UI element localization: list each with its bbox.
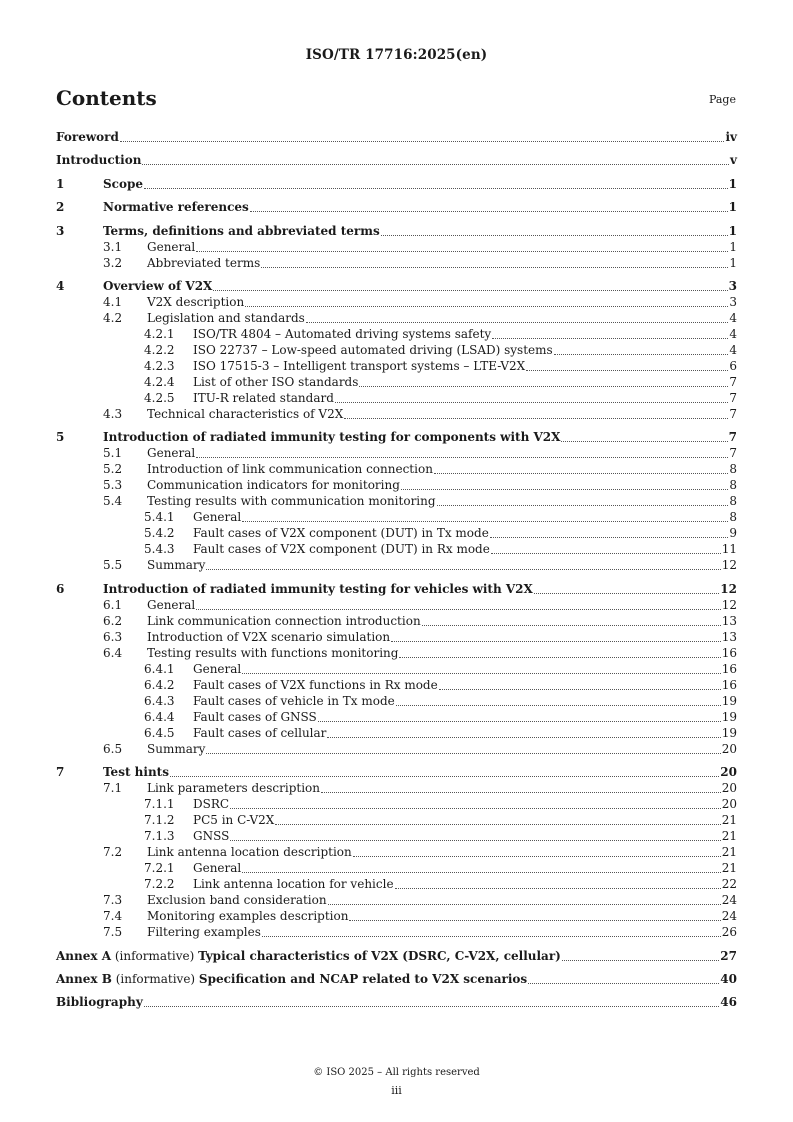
toc-entry-title: Link parameters description xyxy=(147,781,320,796)
dot-leader xyxy=(395,887,721,889)
toc-entry[interactable] xyxy=(56,828,737,844)
toc-entry-title: Exclusion band consideration xyxy=(147,893,327,908)
toc-entry[interactable] xyxy=(56,239,737,255)
dot-leader xyxy=(396,704,721,706)
toc-entry-title: Test hints xyxy=(103,765,169,780)
page-number: iii xyxy=(391,1084,402,1097)
toc-entry[interactable] xyxy=(56,310,737,326)
dot-leader xyxy=(492,337,728,339)
dot-leader xyxy=(275,823,720,825)
toc-entry[interactable] xyxy=(56,741,737,757)
toc-entry[interactable] xyxy=(56,557,737,573)
toc-entry-page: 19 xyxy=(721,725,737,740)
toc-entry[interactable] xyxy=(56,725,737,741)
toc-entry[interactable] xyxy=(56,908,737,924)
annex-title: Typical characteristics of V2X (DSRC, C-V2X, cellular) xyxy=(198,948,561,963)
toc-entry[interactable] xyxy=(56,525,737,541)
toc-entry-number: 7 xyxy=(56,765,65,780)
toc-entry[interactable] xyxy=(56,429,737,445)
dot-leader xyxy=(359,385,728,387)
toc-entry-number: 7.2.1 xyxy=(144,861,175,876)
toc-entry-page: 20 xyxy=(721,741,737,756)
toc-entry-page: 26 xyxy=(721,925,737,940)
toc-entry-page: 12 xyxy=(721,597,737,612)
dot-leader xyxy=(230,807,721,809)
dot-leader xyxy=(144,1005,720,1007)
toc-entry-title: Filtering examples xyxy=(147,925,261,940)
toc-entry-number: 5.4.2 xyxy=(144,526,175,541)
toc-entry[interactable] xyxy=(56,812,737,828)
toc-entry-number: 6.4.3 xyxy=(144,693,175,708)
toc-entry[interactable] xyxy=(56,255,737,271)
toc-entry-number: 6.4.4 xyxy=(144,709,175,724)
toc-entry-number: 5.4.3 xyxy=(144,542,175,557)
toc-entry-page: 8 xyxy=(729,510,737,525)
toc-entry-number: 6.4 xyxy=(103,645,123,660)
toc-entry-title: Link antenna location description xyxy=(147,845,352,860)
toc-entry-page: 4 xyxy=(729,342,737,357)
dot-leader xyxy=(206,568,720,570)
toc-entry-number: 7.1 xyxy=(103,781,123,796)
toc-entry-page: 4 xyxy=(729,326,737,341)
annex-type: (informative) xyxy=(111,971,199,986)
toc-entry-page: 13 xyxy=(721,613,737,628)
toc-entry-title: Testing results with functions monitoring xyxy=(147,645,399,660)
toc-entry-title: Summary xyxy=(147,558,206,573)
toc-entry-page: 1 xyxy=(728,200,737,215)
toc-entry-number: 6 xyxy=(56,581,65,596)
toc-entry-title: DSRC xyxy=(193,797,230,812)
toc-entry-number: 5.4 xyxy=(103,494,123,509)
toc-entry[interactable] xyxy=(56,406,737,422)
toc-entry[interactable] xyxy=(56,948,737,964)
toc-entry-page: 6 xyxy=(729,358,737,373)
toc-entry-title: General xyxy=(193,510,242,525)
toc-entry-title: Introduction of radiated immunity testing for components with V2X xyxy=(103,430,561,445)
toc-entry-title: General xyxy=(147,597,196,612)
toc-entry[interactable] xyxy=(56,645,737,661)
toc-entry-page: 3 xyxy=(728,278,737,293)
dot-leader xyxy=(144,187,728,189)
toc-entry-number: 5.5 xyxy=(103,558,123,573)
toc-entry-page: 1 xyxy=(729,255,737,270)
toc-entry-title: Normative references xyxy=(103,200,249,215)
toc-entry-number: 5.4.1 xyxy=(144,510,175,525)
toc-entry-title: General xyxy=(193,661,242,676)
dot-leader xyxy=(328,903,721,905)
toc-entry-title: ISO 17515-3 – Intelligent transport systems – LTE-V2X xyxy=(193,358,526,373)
toc-entry[interactable] xyxy=(56,581,737,597)
toc-entry-page: 1 xyxy=(728,223,737,238)
toc-entry-title: ISO 22737 – Low-speed automated driving (LSAD) systems xyxy=(193,342,553,357)
dot-leader xyxy=(142,163,729,165)
toc-entry-number: 2 xyxy=(56,200,65,215)
toc-entry[interactable] xyxy=(56,294,737,310)
table-of-contents xyxy=(56,129,737,1010)
dot-leader xyxy=(170,775,719,777)
toc-entry-page: 1 xyxy=(729,239,737,254)
toc-entry-title: Introduction of radiated immunity testing for vehicles with V2X xyxy=(103,581,533,596)
toc-entry-title: Testing results with communication monitoring xyxy=(147,494,436,509)
dot-leader xyxy=(391,640,721,642)
toc-entry-number: 4 xyxy=(56,278,65,293)
dot-leader xyxy=(491,552,721,554)
toc-entry-title: GNSS xyxy=(193,829,230,844)
toc-entry-number: 6.4.5 xyxy=(144,725,175,740)
dot-leader xyxy=(490,536,729,538)
dot-leader xyxy=(120,140,725,142)
page-column-label: Page xyxy=(708,93,736,106)
dot-leader xyxy=(242,672,720,674)
toc-entry-number: 3.2 xyxy=(103,255,123,270)
toc-entry-page: 21 xyxy=(721,813,737,828)
toc-entry-title: Link communication connection introduction xyxy=(147,613,421,628)
dot-leader xyxy=(349,919,720,921)
toc-entry-number: 4.2 xyxy=(103,310,123,325)
dot-leader xyxy=(206,752,720,754)
dot-leader xyxy=(321,791,721,793)
toc-entry-number: 4.2.4 xyxy=(144,374,175,389)
dot-leader xyxy=(528,982,719,984)
toc-entry[interactable] xyxy=(56,461,737,477)
toc-entry-number: 4.2.3 xyxy=(144,358,175,373)
toc-entry[interactable] xyxy=(56,613,737,629)
dot-leader xyxy=(250,210,728,212)
dot-leader xyxy=(344,417,728,419)
toc-entry-number: 6.1 xyxy=(103,597,123,612)
page-title: Contents xyxy=(56,86,157,110)
toc-entry-title: Fault cases of V2X functions in Rx mode xyxy=(193,677,438,692)
toc-entry-title: List of other ISO standards xyxy=(193,374,359,389)
toc-entry[interactable] xyxy=(56,176,737,192)
document-id: ISO/TR 17716:2025(en) xyxy=(305,47,488,63)
toc-entry-number: 6.5 xyxy=(103,741,123,756)
toc-entry[interactable] xyxy=(56,477,737,493)
toc-entry[interactable] xyxy=(56,152,737,168)
toc-entry-title: Introduction xyxy=(56,153,142,168)
toc-entry-page: 46 xyxy=(720,995,737,1010)
dot-leader xyxy=(245,305,728,307)
toc-entry[interactable] xyxy=(56,860,737,876)
toc-entry-page: 21 xyxy=(721,861,737,876)
dot-leader xyxy=(242,871,720,873)
toc-entry[interactable] xyxy=(56,796,737,812)
dot-leader xyxy=(327,736,720,738)
dot-leader xyxy=(561,440,727,442)
dot-leader xyxy=(434,472,728,474)
toc-entry-title: Communication indicators for monitoring xyxy=(147,478,400,493)
toc-entry[interactable] xyxy=(56,693,737,709)
toc-entry[interactable] xyxy=(56,661,737,677)
toc-entry-page: 22 xyxy=(721,877,737,892)
dot-leader xyxy=(422,624,721,626)
toc-entry-title: Introduction of V2X scenario simulation xyxy=(147,629,391,644)
toc-entry[interactable] xyxy=(56,509,737,525)
annex-type: (informative) xyxy=(111,948,199,963)
toc-entry-number: 7.2.2 xyxy=(144,877,175,892)
toc-entry-title: Terms, definitions and abbreviated terms xyxy=(103,223,380,238)
toc-entry-title: Link antenna location for vehicle xyxy=(193,877,394,892)
dot-leader xyxy=(196,456,728,458)
toc-entry[interactable] xyxy=(56,892,737,908)
toc-entry-title: Introduction of link communication connection xyxy=(147,462,433,477)
toc-entry-number: 5.3 xyxy=(103,478,123,493)
toc-entry[interactable] xyxy=(56,994,737,1010)
toc-entry[interactable] xyxy=(56,223,737,239)
toc-entry-number: 1 xyxy=(56,176,65,191)
annex-label: Annex A xyxy=(56,948,112,963)
toc-entry-number: 6.4.1 xyxy=(144,661,175,676)
annex-title: Specification and NCAP related to V2X scenarios xyxy=(198,971,528,986)
toc-entry-number: 4.2.2 xyxy=(144,342,175,357)
toc-entry-title: Fault cases of V2X component (DUT) in Tx mode xyxy=(193,526,489,541)
toc-entry-number: 7.3 xyxy=(103,893,123,908)
dot-leader xyxy=(381,234,728,236)
toc-entry-title: Foreword xyxy=(56,130,119,144)
toc-entry-page: 8 xyxy=(729,462,737,477)
toc-entry-page: 7 xyxy=(729,406,737,421)
toc-entry-page: 16 xyxy=(721,645,737,660)
dot-leader xyxy=(196,250,728,252)
toc-entry-number: 6.3 xyxy=(103,629,123,644)
toc-entry-page: 19 xyxy=(721,693,737,708)
toc-entry-title: Fault cases of GNSS xyxy=(193,709,317,724)
toc-entry-page: 7 xyxy=(728,430,737,445)
toc-entry-page: 16 xyxy=(721,661,737,676)
annex-label: Annex B xyxy=(56,971,112,986)
toc-entry-page: 21 xyxy=(721,829,737,844)
toc-entry-page: 8 xyxy=(729,494,737,509)
toc-entry-page: 7 xyxy=(729,446,737,461)
toc-entry-page: iv xyxy=(725,130,737,144)
toc-entry-page: 21 xyxy=(721,845,737,860)
toc-entry-page: 4 xyxy=(729,310,737,325)
toc-entry-number: 5.1 xyxy=(103,446,123,461)
toc-entry-number: 4.2.1 xyxy=(144,326,175,341)
dot-leader xyxy=(196,608,720,610)
toc-entry-title: Legislation and standards xyxy=(147,310,305,325)
dot-leader xyxy=(437,504,729,506)
toc-entry-number: 7.2 xyxy=(103,845,123,860)
toc-entry-page: 27 xyxy=(720,948,737,963)
dot-leader xyxy=(318,720,721,722)
toc-entry-title: Technical characteristics of V2X xyxy=(147,406,344,421)
toc-entry-page: 16 xyxy=(721,677,737,692)
toc-entry-number: 7.4 xyxy=(103,909,123,924)
toc-entry-number: 5.2 xyxy=(103,462,123,477)
toc-entry[interactable] xyxy=(56,374,737,390)
toc-entry[interactable] xyxy=(56,764,737,780)
dot-leader xyxy=(335,401,728,403)
toc-entry[interactable] xyxy=(56,629,737,645)
toc-entry-title: General xyxy=(193,861,242,876)
toc-entry-page: 1 xyxy=(728,176,737,191)
toc-entry-page: 8 xyxy=(729,478,737,493)
toc-entry-page: 20 xyxy=(721,797,737,812)
toc-entry[interactable] xyxy=(56,876,737,892)
toc-entry[interactable] xyxy=(56,129,737,145)
toc-entry-number: 7.5 xyxy=(103,925,123,940)
toc-entry[interactable] xyxy=(56,493,737,509)
dot-leader xyxy=(306,321,729,323)
toc-entry[interactable] xyxy=(56,709,737,725)
dot-leader xyxy=(261,266,728,268)
toc-entry-page: 19 xyxy=(721,709,737,724)
toc-entry[interactable] xyxy=(56,445,737,461)
toc-entry-page: 12 xyxy=(721,558,737,573)
toc-entry-title: General xyxy=(147,239,196,254)
toc-entry-number: 7.1.2 xyxy=(144,813,175,828)
toc-entry[interactable] xyxy=(56,199,737,215)
toc-entry-number: 7.1.1 xyxy=(144,797,175,812)
toc-entry[interactable] xyxy=(56,677,737,693)
toc-entry[interactable] xyxy=(56,780,737,796)
toc-entry-title: ITU-R related standard xyxy=(193,390,334,405)
toc-entry-page: 7 xyxy=(729,374,737,389)
toc-entry-page: 20 xyxy=(720,765,737,780)
toc-entry-number: 3.1 xyxy=(103,239,123,254)
toc-entry[interactable] xyxy=(56,597,737,613)
toc-entry-title: Summary xyxy=(147,741,206,756)
toc-entry-title: ISO/TR 4804 – Automated driving systems safety xyxy=(193,326,492,341)
toc-entry-page: 9 xyxy=(729,526,737,541)
dot-leader xyxy=(399,656,720,658)
dot-leader xyxy=(230,839,720,841)
toc-entry[interactable] xyxy=(56,924,737,940)
toc-entry-title: Monitoring examples description xyxy=(147,909,349,924)
toc-entry[interactable] xyxy=(56,390,737,406)
toc-entry[interactable] xyxy=(56,541,737,557)
toc-entry[interactable] xyxy=(56,971,737,987)
toc-entry-page: 40 xyxy=(720,971,737,986)
toc-entry-title: Overview of V2X xyxy=(103,278,213,293)
toc-entry-page: 12 xyxy=(720,581,737,596)
toc-entry[interactable] xyxy=(56,342,737,358)
toc-entry-title: Fault cases of cellular xyxy=(193,725,327,740)
toc-entry-page: 13 xyxy=(721,629,737,644)
toc-entry-title: V2X description xyxy=(147,294,245,309)
toc-entry-number: 4.1 xyxy=(103,294,123,309)
toc-entry-page: 7 xyxy=(729,390,737,405)
toc-entry-number: 5 xyxy=(56,430,65,445)
toc-entry-number: 7.1.3 xyxy=(144,829,175,844)
toc-entry[interactable] xyxy=(56,278,737,294)
toc-entry-number: 3 xyxy=(56,223,65,238)
toc-entry-page: 11 xyxy=(721,542,737,557)
dot-leader xyxy=(562,959,719,961)
toc-entry-page: 24 xyxy=(721,893,737,908)
dot-leader xyxy=(401,488,728,490)
dot-leader xyxy=(353,855,721,857)
dot-leader xyxy=(526,369,728,371)
toc-entry-title: General xyxy=(147,446,196,461)
toc-entry-number: 4.2.5 xyxy=(144,390,175,405)
toc-entry-title: Fault cases of V2X component (DUT) in Rx mode xyxy=(193,542,490,557)
dot-leader xyxy=(262,935,721,937)
toc-entry-title xyxy=(56,948,561,964)
toc-entry-page: 20 xyxy=(721,781,737,796)
toc-entry[interactable] xyxy=(56,326,737,342)
copyright-notice: © ISO 2025 – All rights reserved xyxy=(313,1067,480,1078)
toc-entry-title xyxy=(56,971,527,987)
toc-entry-title: Fault cases of vehicle in Tx mode xyxy=(193,693,395,708)
toc-entry-title: Bibliography xyxy=(56,995,143,1010)
toc-entry-page: v xyxy=(730,153,737,168)
toc-entry[interactable] xyxy=(56,358,737,374)
toc-entry-title: Scope xyxy=(103,176,144,191)
toc-entry-page: 24 xyxy=(721,909,737,924)
toc-entry-number: 6.4.2 xyxy=(144,677,175,692)
dot-leader xyxy=(439,688,721,690)
dot-leader xyxy=(242,520,728,522)
toc-entry-page: 3 xyxy=(729,294,737,309)
toc-entry-number: 6.2 xyxy=(103,613,123,628)
dot-leader xyxy=(554,353,729,355)
dot-leader xyxy=(534,592,719,594)
toc-entry-title: Abbreviated terms xyxy=(147,255,261,270)
toc-entry-number: 4.3 xyxy=(103,406,123,421)
toc-entry[interactable] xyxy=(56,844,737,860)
dot-leader xyxy=(213,289,727,291)
toc-entry-title: PC5 in C-V2X xyxy=(193,813,275,828)
